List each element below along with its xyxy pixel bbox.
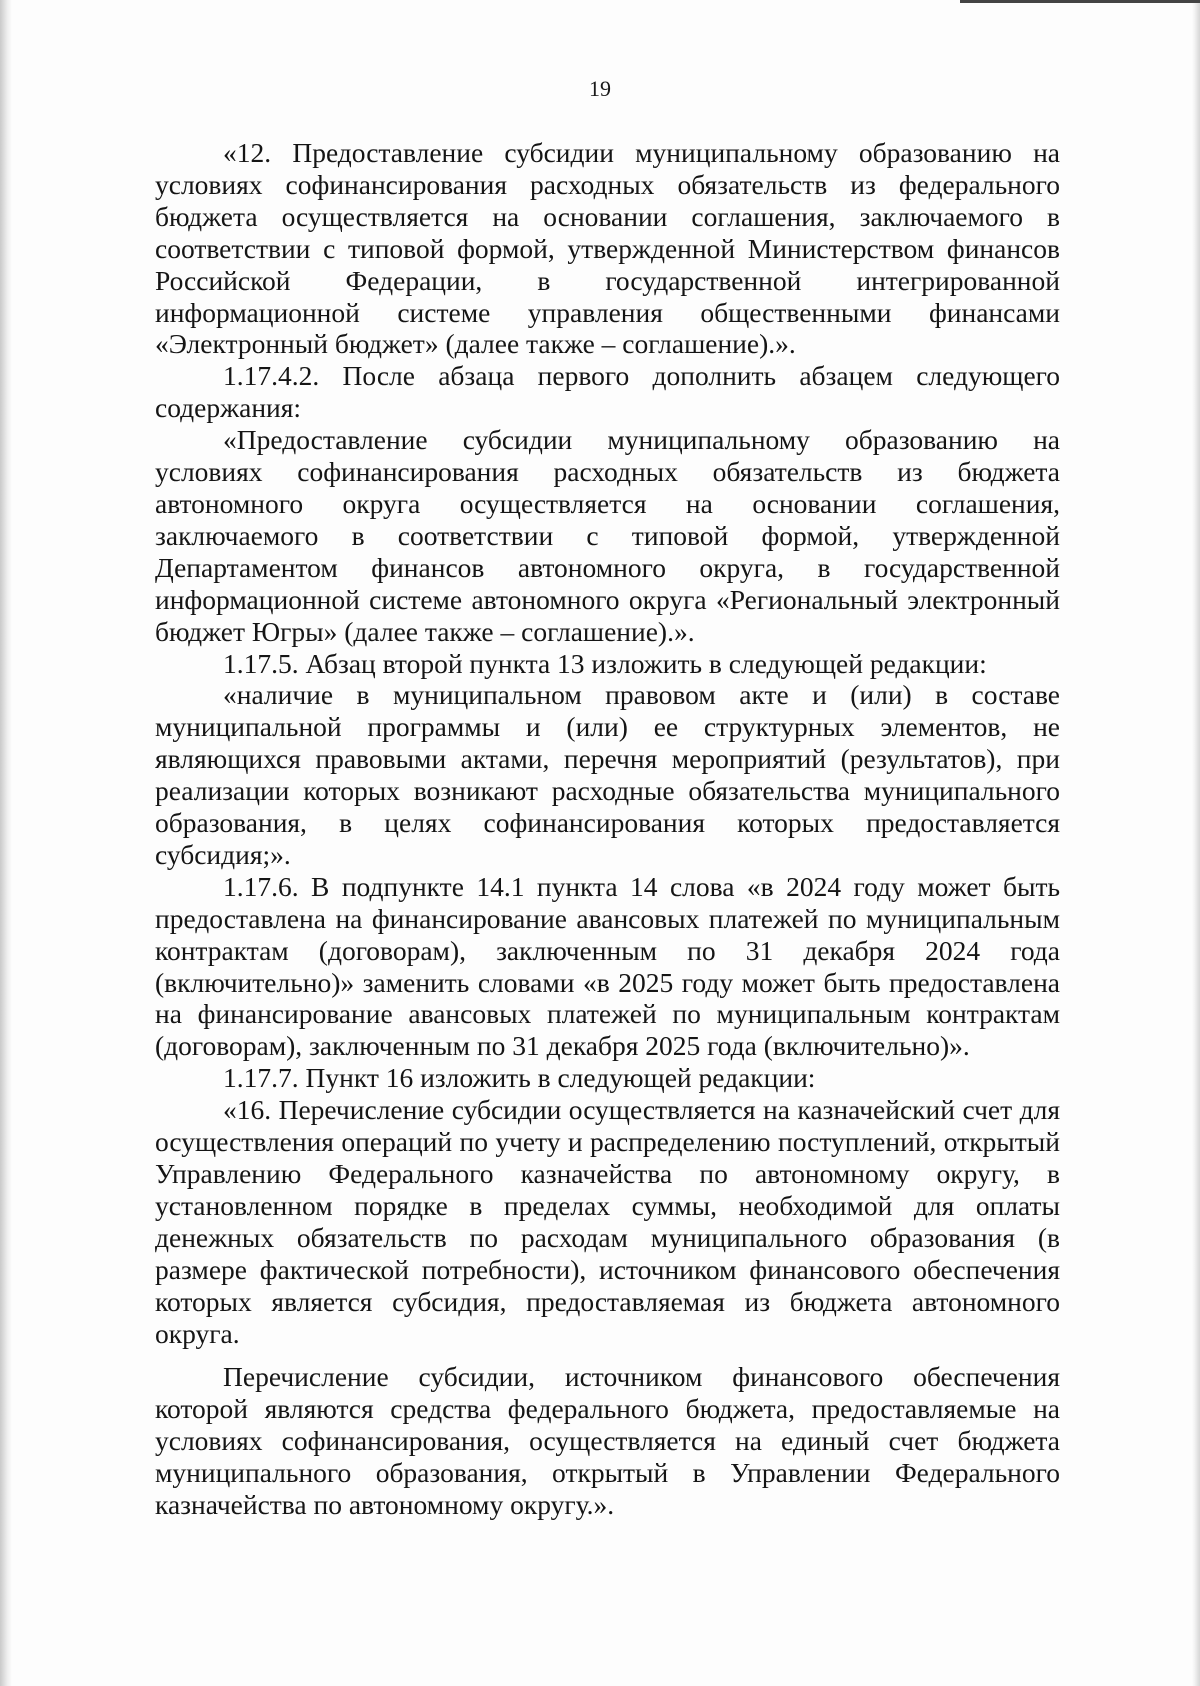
paragraph-transfer-federal-funds: Перечисление субсидии, источником финансового обеспечения которой являются средства федерального бюджета, предоставляемые на условиях софинансирования, осуществляется на единый счет бюджета муниципального образования, открытый в Управлении Федерального казначейства по автономному округу.». bbox=[155, 1361, 1060, 1521]
paragraph-quoted-subsidy-regional: «Предоставление субсидии муниципальному образованию на условиях софинансирования расходных обязательств из бюджета автономного округа осуществляется на основании соглашения, заключаемого в соответствии с типовой формой, утвержденной Департаментом финансов автономного округа, в государственной информационной системе автономного округа «Региональный электронный бюджет Югры» (далее также – соглашение).». bbox=[155, 424, 1060, 647]
paragraph-item-16: «16. Перечисление субсидии осуществляется на казначейский счет для осуществления операций по учету и распределению поступлений, открытый Управлению Федерального казначейства по автономному округу, в установленном порядке в пределах суммы, необходимой для оплаты денежных обязательств по расходам муниципального образования (в размере фактической потребности), источником финансового обеспечения которых является субсидия, предоставляемая из бюджета автономного округа. bbox=[155, 1094, 1060, 1349]
paragraph-amendment-1-17-5: 1.17.5. Абзац второй пункта 13 изложить в следующей редакции: bbox=[223, 647, 987, 679]
document-body bbox=[155, 137, 1060, 1521]
paragraph-item-12: «12. Предоставление субсидии муниципальному образованию на условиях софинансирования расходных обязательств из федерального бюджета осуществляется на основании соглашения, заключаемого в соответствии с типовой формой, утвержденной Министерством финансов Российской Федерации, в государственной интегрированной информационной системе управления общественными финансами «Электронный бюджет» (далее также – соглашение).». bbox=[155, 137, 1060, 360]
scan-edge-left bbox=[0, 0, 12, 1686]
paragraph-amendment-1-17-6: 1.17.6. В подпункте 14.1 пункта 14 слова «в 2024 году может быть предоставлена на финансирование авансовых платежей по муниципальным контрактам (договорам), заключенным по 31 декабря 2024 года (включительно)» заменить словами «в 2025 году может быть предоставлена на финансирование авансовых платежей по муниципальным контрактам (договорам), заключенным по 31 декабря 2025 года (включительно)». bbox=[155, 870, 1060, 1062]
paragraph-amendment-1-17-4-2: 1.17.4.2. После абзаца первого дополнить абзацем следующего содержания: bbox=[155, 360, 1060, 424]
paragraph-amendment-1-17-7: 1.17.7. Пункт 16 изложить в следующей редакции: bbox=[223, 1062, 816, 1094]
page-number: 19 bbox=[589, 76, 611, 101]
scan-top-line bbox=[960, 0, 1200, 3]
paragraph-quoted-municipal-act: «наличие в муниципальном правовом акте и (или) в составе муниципальной программы и (или) ее структурных элементов, не являющихся правовыми актами, перечня мероприятий (результатов), при реализации которых возникают расходные обязательства муниципального образования, в целях софинансирования которых предоставляется субсидия;». bbox=[155, 679, 1060, 870]
scan-edge-right bbox=[1192, 0, 1200, 1686]
